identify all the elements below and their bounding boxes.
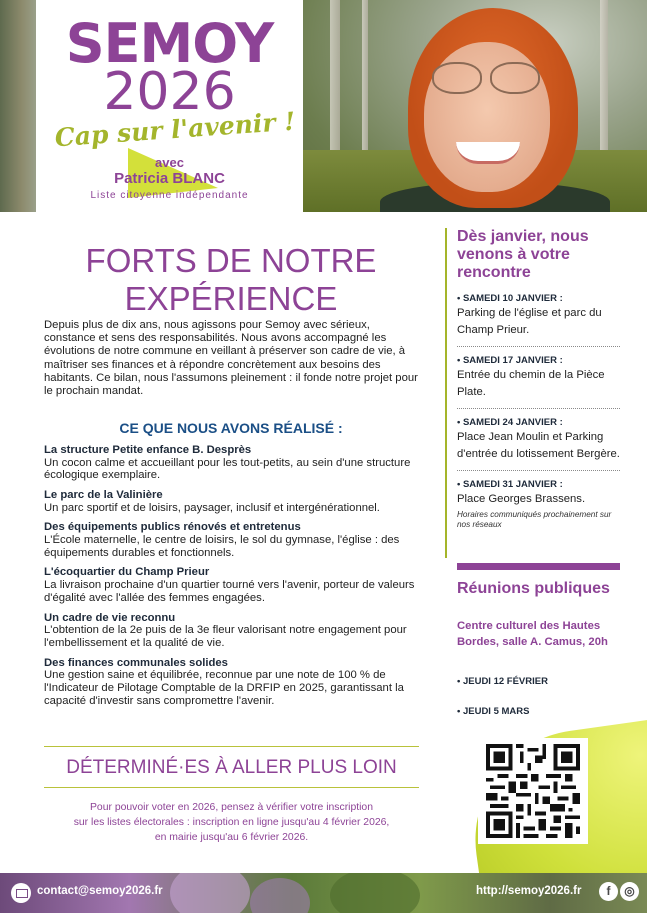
candidate-name: Patricia BLANC <box>114 170 225 187</box>
event-place: Entrée du chemin de la Pièce Plate. <box>457 369 605 398</box>
main-title-line: FORTS DE NOTRE <box>85 242 377 279</box>
vote-line: Pour pouvoir voter en 2026, pensez à vérifier votre inscription <box>89 802 373 813</box>
section-bar <box>457 563 620 570</box>
divider <box>44 746 419 747</box>
event-date: • SAMEDI 24 JANVIER : <box>457 417 563 428</box>
logo-slogan: Cap sur l'avenir ! <box>53 106 297 153</box>
meeting-date: • JEUDI 12 FÉVRIER <box>457 676 548 687</box>
candidate-glasses <box>428 62 544 96</box>
meeting-date: • JEUDI 5 MARS <box>457 706 530 717</box>
main-title <box>44 242 418 318</box>
item-text: Un cocon calme et accueillant pour les tout-petits, au sein d'une structure écologique exemplaire. <box>44 456 411 482</box>
item-title: Des équipements publics rénovés et entretenus <box>44 521 301 534</box>
list-item <box>457 416 620 471</box>
main-title-line: EXPÉRIENCE <box>124 280 338 317</box>
achievements-list <box>44 444 422 715</box>
meet-us-heading: Dès janvier, nous venons à votre rencontre <box>457 228 589 281</box>
list-name: Liste citoyenne indépendante <box>90 190 249 201</box>
website-link[interactable]: http://semoy2026.fr <box>476 885 582 897</box>
logo-year: 2026 <box>103 62 236 122</box>
meetings-heading: Réunions publiques <box>457 580 610 597</box>
item-title: Le parc de la Valinière <box>44 489 163 502</box>
determined-slogan: DÉTERMINÉ·ES À ALLER PLUS LOIN <box>66 757 397 778</box>
event-date: • SAMEDI 10 JANVIER : <box>457 293 563 304</box>
item-text: Un parc sportif et de loisirs, paysager, inclusif et intergénérationnel. <box>44 501 380 514</box>
list-item <box>44 657 422 708</box>
campaign-logo <box>36 0 303 212</box>
mail-icon <box>11 883 31 903</box>
event-place: Place Georges Brassens. <box>457 493 586 505</box>
voter-registration-note <box>44 800 419 845</box>
contact-email-link[interactable]: contact@semoy2026.fr <box>37 885 163 897</box>
event-date: • SAMEDI 17 JANVIER : <box>457 355 563 366</box>
list-item <box>44 612 422 650</box>
item-title: La structure Petite enfance B. Desprès <box>44 444 252 456</box>
qr-code-icon <box>484 744 582 838</box>
facebook-icon[interactable]: f <box>599 882 618 901</box>
item-text: L'obtention de la 2e puis de la 3e fleur valorisant notre engagement pour l'embellissement et la qualité de vie. <box>44 624 407 649</box>
list-item <box>44 489 422 514</box>
column-divider <box>445 228 447 558</box>
events-list <box>457 292 620 530</box>
intro-paragraph: Depuis plus de dix ans, nous agissons pour Semoy avec sérieux, constance et sens des responsabilités. Nous avons accompagné les évolutions de notre commune en veillant à préserver son cadre de vie, à maîtriser ses finances et à répondre concrètement aux besoins des habitants. Ce bilan, nous l'assumons pleinement : il fonde notre projet pour le prochain mandat. <box>44 319 418 398</box>
event-date: • SAMEDI 31 JANVIER : <box>457 479 563 490</box>
divider <box>44 787 419 788</box>
background-trees <box>0 0 36 212</box>
item-title: L'écoquartier du Champ Prieur <box>44 566 210 579</box>
list-item <box>44 566 422 604</box>
event-place: Place Jean Moulin et Parking d'entrée du lotissement Bergère. <box>457 431 620 460</box>
list-item <box>457 292 620 347</box>
item-title: Un cadre de vie reconnu <box>44 611 176 624</box>
vote-line: sur les listes électorales : inscription en ligne jusqu'au 4 février 2026, <box>73 817 390 828</box>
achievements-heading: CE QUE NOUS AVONS RÉALISÉ : <box>119 420 343 436</box>
qr-code[interactable] <box>478 738 588 844</box>
logo-with: avec <box>155 155 184 170</box>
schedule-note: Horaires communiqués prochainement sur nos réseaux <box>457 509 612 529</box>
item-text: La livraison prochaine d'un quartier tourné vers l'avenir, porteur de valeurs d'égalité avec l'allée des femmes engagées. <box>44 578 415 604</box>
meetings-place: Centre culturel des Hautes Bordes, salle A. Camus, 20h <box>457 620 608 648</box>
event-place: Parking de l'église et parc du Champ Prieur. <box>457 307 602 336</box>
list-item <box>457 478 620 508</box>
footer <box>0 873 647 913</box>
list-item <box>457 354 620 409</box>
header-banner <box>0 0 647 212</box>
item-title: Des finances communales solides <box>44 656 228 669</box>
list-item <box>44 521 422 559</box>
list-item <box>44 444 422 482</box>
instagram-icon[interactable]: ◎ <box>620 882 639 901</box>
logo-title: SEMOY <box>65 12 274 75</box>
footer-flower-decoration <box>250 878 310 913</box>
footer-leaf-decoration <box>330 873 420 913</box>
item-text: L'École maternelle, le centre de loisirs, le sol du gymnase, l'église : des équipements durables et fonctionnels. <box>44 533 400 559</box>
footer-flower-decoration <box>170 873 250 913</box>
vote-line: en mairie jusqu'au 6 février 2026. <box>154 832 309 843</box>
item-text: Une gestion saine et équilibrée, reconnue par une note de 100 % de l'Indicateur de Pilotage Comptable de la DRFIP en 2025, garantissant la capacité d'investir sans compromettre l'avenir. <box>44 669 404 707</box>
